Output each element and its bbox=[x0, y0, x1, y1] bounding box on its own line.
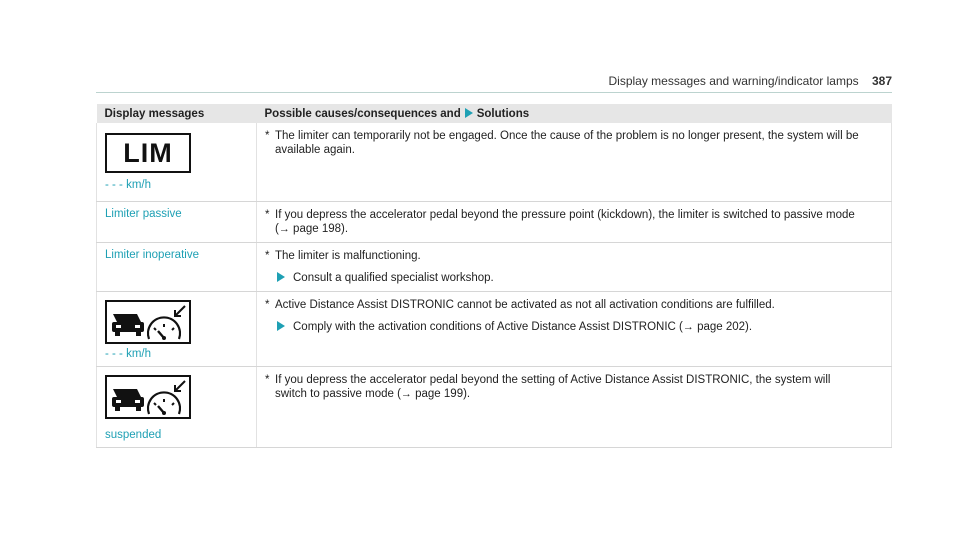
display-message: suspended bbox=[105, 428, 162, 441]
cause-cell bbox=[257, 201, 892, 242]
page-ref-arrow-icon: → bbox=[400, 387, 412, 400]
display-cell bbox=[97, 291, 257, 366]
table-row bbox=[97, 291, 892, 366]
display-message: Limiter inoperative bbox=[105, 248, 199, 261]
messages-table bbox=[96, 104, 892, 448]
page-reference[interactable]: page 202). bbox=[697, 320, 753, 333]
display-message: - - - km/h bbox=[105, 347, 151, 360]
page-ref-arrow-icon: → bbox=[278, 222, 290, 235]
cause-cell bbox=[257, 123, 892, 201]
page-number: 387 bbox=[871, 74, 892, 88]
page-header bbox=[96, 74, 892, 88]
cause-cell bbox=[257, 291, 892, 366]
display-cell bbox=[97, 123, 257, 201]
table-row bbox=[97, 123, 892, 201]
display-cell bbox=[97, 201, 257, 242]
section-title: Display messages and warning/indicator lamps bbox=[608, 74, 859, 88]
cause-item: * If you depress the accelerator pedal beyond the setting of Active Distance Assist DISTRONIC, the system will switch to passive mode (→ page 199). bbox=[265, 373, 831, 400]
page-reference[interactable]: page 199). bbox=[415, 387, 471, 400]
cause-item: * The limiter can temporarily not be engaged. Once the cause of the problem is no longer present, the system will be available again. bbox=[265, 130, 859, 156]
page-ref-arrow-icon: → bbox=[682, 320, 694, 333]
table-row bbox=[97, 201, 892, 242]
table-header-row bbox=[97, 104, 892, 123]
cause-item: * If you depress the accelerator pedal beyond the pressure point (kickdown), the limiter is switched to passive mode (→ page 198). bbox=[265, 208, 855, 235]
col-causes-solutions: Possible causes/consequences and Solutions bbox=[257, 104, 892, 123]
table-row bbox=[97, 242, 892, 291]
distronic-icon bbox=[105, 300, 191, 344]
solution-arrow-icon bbox=[277, 321, 285, 331]
display-message: - - - km/h bbox=[105, 179, 151, 191]
cause-cell bbox=[257, 242, 892, 291]
solution-arrow-icon bbox=[277, 272, 285, 282]
solution-arrow-icon bbox=[465, 108, 473, 118]
distronic-icon bbox=[105, 375, 191, 419]
solution-item: Consult a qualified specialist workshop. bbox=[265, 271, 883, 285]
display-cell bbox=[97, 366, 257, 447]
cause-cell bbox=[257, 366, 892, 447]
solution-item: Comply with the activation conditions of Active Distance Assist DISTRONIC (→ page 202). bbox=[265, 320, 883, 334]
page-reference[interactable]: page 198). bbox=[293, 222, 349, 235]
header-divider bbox=[96, 92, 892, 93]
cause-item: * The limiter is malfunctioning. bbox=[265, 249, 421, 262]
display-cell bbox=[97, 242, 257, 291]
col-display-messages: Display messages bbox=[97, 104, 257, 123]
display-message: Limiter passive bbox=[105, 207, 182, 220]
cause-item: * Active Distance Assist DISTRONIC cannot be activated as not all activation conditions are fulfilled. bbox=[265, 298, 775, 311]
table-row bbox=[97, 366, 892, 447]
lim-icon: LIM bbox=[105, 133, 191, 173]
